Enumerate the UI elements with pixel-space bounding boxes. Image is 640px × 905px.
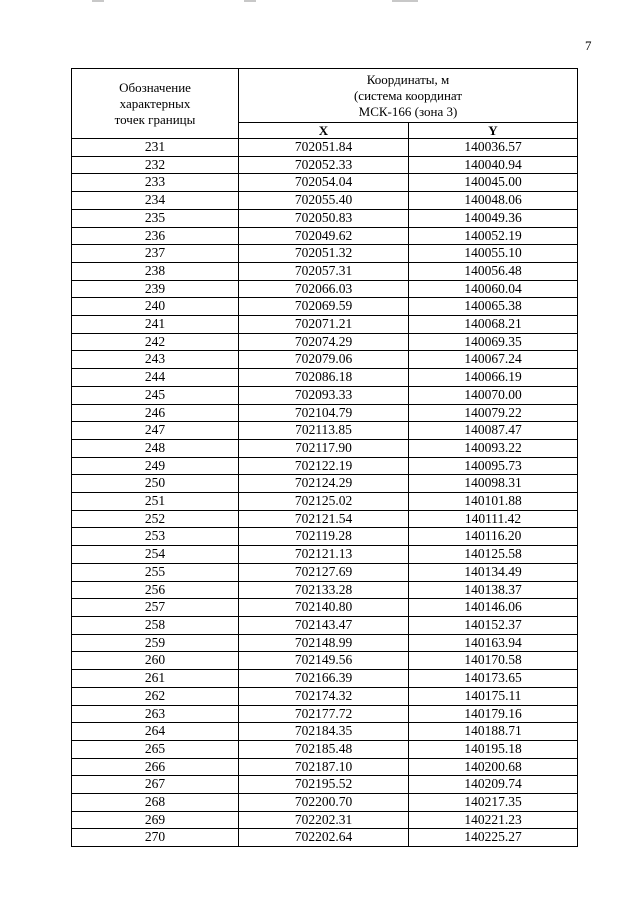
point-number-cell: 248: [72, 439, 239, 457]
x-coordinate-cell: 702050.83: [239, 209, 409, 227]
x-coordinate-cell: 702052.33: [239, 156, 409, 174]
y-column-header: Y: [409, 123, 578, 139]
x-coordinate-cell: 702057.31: [239, 262, 409, 280]
x-column-header: X: [239, 123, 409, 139]
x-coordinate-cell: 702122.19: [239, 457, 409, 475]
point-number-cell: 255: [72, 563, 239, 581]
x-coordinate-cell: 702093.33: [239, 386, 409, 404]
table-row: [72, 528, 578, 546]
point-number-cell: 257: [72, 599, 239, 617]
x-coordinate-cell: 702051.32: [239, 245, 409, 263]
x-coordinate-cell: 702117.90: [239, 439, 409, 457]
x-coordinate-cell: 702174.32: [239, 687, 409, 705]
table-row: [72, 475, 578, 493]
y-coordinate-cell: 140093.22: [409, 439, 578, 457]
y-coordinate-cell: 140069.35: [409, 333, 578, 351]
table-row: [72, 333, 578, 351]
x-coordinate-cell: 702184.35: [239, 723, 409, 741]
x-coordinate-cell: 702187.10: [239, 758, 409, 776]
y-coordinate-cell: 140045.00: [409, 174, 578, 192]
y-coordinate-cell: 140221.23: [409, 811, 578, 829]
x-coordinate-cell: 702124.29: [239, 475, 409, 493]
y-coordinate-cell: 140067.24: [409, 351, 578, 369]
x-coordinate-cell: 702121.54: [239, 510, 409, 528]
y-coordinate-cell: 140065.38: [409, 298, 578, 316]
page-number: 7: [585, 38, 592, 53]
x-coordinate-cell: 702066.03: [239, 280, 409, 298]
table-row: [72, 457, 578, 475]
table-row: [72, 546, 578, 564]
x-coordinate-cell: 702149.56: [239, 652, 409, 670]
point-number-cell: 254: [72, 546, 239, 564]
point-number-cell: 256: [72, 581, 239, 599]
table-row: [72, 581, 578, 599]
point-number-cell: 266: [72, 758, 239, 776]
table-body: [72, 139, 578, 847]
scan-artifact-marks: [0, 0, 640, 6]
table-row: [72, 192, 578, 210]
x-coordinate-cell: 702127.69: [239, 563, 409, 581]
point-number-cell: 260: [72, 652, 239, 670]
table-row: [72, 404, 578, 422]
point-number-cell: 258: [72, 616, 239, 634]
point-number-cell: 231: [72, 139, 239, 157]
point-number-cell: 259: [72, 634, 239, 652]
x-coordinate-cell: 702079.06: [239, 351, 409, 369]
table-row: [72, 227, 578, 245]
table-row: [72, 174, 578, 192]
table-row: [72, 262, 578, 280]
y-coordinate-cell: 140060.04: [409, 280, 578, 298]
y-coordinate-cell: 140036.57: [409, 139, 578, 157]
point-number-cell: 268: [72, 794, 239, 812]
y-coordinate-cell: 140175.11: [409, 687, 578, 705]
table-header: [72, 69, 578, 139]
y-coordinate-cell: 140195.18: [409, 740, 578, 758]
y-coordinate-cell: 140101.88: [409, 493, 578, 511]
table-row: [72, 351, 578, 369]
y-coordinate-cell: 140134.49: [409, 563, 578, 581]
y-coordinate-cell: 140048.06: [409, 192, 578, 210]
table-row: [72, 422, 578, 440]
table-row: [72, 723, 578, 741]
x-coordinate-cell: 702121.13: [239, 546, 409, 564]
y-coordinate-cell: 140188.71: [409, 723, 578, 741]
table-row: [72, 776, 578, 794]
x-coordinate-cell: 702119.28: [239, 528, 409, 546]
table-row: [72, 298, 578, 316]
x-coordinate-cell: 702133.28: [239, 581, 409, 599]
x-coordinate-cell: 702166.39: [239, 670, 409, 688]
y-coordinate-cell: 140040.94: [409, 156, 578, 174]
x-coordinate-cell: 702074.29: [239, 333, 409, 351]
y-coordinate-cell: 140200.68: [409, 758, 578, 776]
coordinates-table: [71, 68, 578, 847]
point-number-cell: 232: [72, 156, 239, 174]
point-number-cell: 269: [72, 811, 239, 829]
table-row: [72, 634, 578, 652]
table-row: [72, 563, 578, 581]
point-number-cell: 240: [72, 298, 239, 316]
table-row: [72, 209, 578, 227]
x-coordinate-cell: 702104.79: [239, 404, 409, 422]
table-row: [72, 740, 578, 758]
table-row: [72, 652, 578, 670]
table-row: [72, 687, 578, 705]
point-number-cell: 242: [72, 333, 239, 351]
table-row: [72, 616, 578, 634]
point-number-cell: 243: [72, 351, 239, 369]
y-coordinate-cell: 140152.37: [409, 616, 578, 634]
table-row: [72, 139, 578, 157]
point-number-cell: 241: [72, 316, 239, 334]
y-coordinate-cell: 140056.48: [409, 262, 578, 280]
table-row: [72, 705, 578, 723]
y-coordinate-cell: 140068.21: [409, 316, 578, 334]
x-coordinate-cell: 702185.48: [239, 740, 409, 758]
y-coordinate-cell: 140138.37: [409, 581, 578, 599]
point-number-cell: 239: [72, 280, 239, 298]
table-row: [72, 316, 578, 334]
y-coordinate-cell: 140066.19: [409, 369, 578, 387]
table-row: [72, 369, 578, 387]
x-coordinate-cell: 702071.21: [239, 316, 409, 334]
x-coordinate-cell: 702054.04: [239, 174, 409, 192]
table-row: [72, 599, 578, 617]
table-row: [72, 493, 578, 511]
point-number-cell: 235: [72, 209, 239, 227]
x-coordinate-cell: 702202.31: [239, 811, 409, 829]
x-coordinate-cell: 702143.47: [239, 616, 409, 634]
table-row: [72, 758, 578, 776]
point-number-cell: 244: [72, 369, 239, 387]
table-row: [72, 510, 578, 528]
y-coordinate-cell: 140170.58: [409, 652, 578, 670]
point-number-cell: 245: [72, 386, 239, 404]
point-number-cell: 264: [72, 723, 239, 741]
table-row: [72, 156, 578, 174]
point-number-cell: 238: [72, 262, 239, 280]
y-coordinate-cell: 140098.31: [409, 475, 578, 493]
table-row: [72, 670, 578, 688]
point-number-cell: 265: [72, 740, 239, 758]
point-number-cell: 262: [72, 687, 239, 705]
y-coordinate-cell: 140052.19: [409, 227, 578, 245]
table-row: [72, 829, 578, 847]
y-coordinate-cell: 140146.06: [409, 599, 578, 617]
y-coordinate-cell: 140095.73: [409, 457, 578, 475]
point-number-cell: 251: [72, 493, 239, 511]
y-coordinate-cell: 140125.58: [409, 546, 578, 564]
x-coordinate-cell: 702200.70: [239, 794, 409, 812]
x-coordinate-cell: 702069.59: [239, 298, 409, 316]
y-coordinate-cell: 140055.10: [409, 245, 578, 263]
point-number-cell: 250: [72, 475, 239, 493]
y-coordinate-cell: 140225.27: [409, 829, 578, 847]
point-number-cell: 234: [72, 192, 239, 210]
x-coordinate-cell: 702195.52: [239, 776, 409, 794]
point-number-cell: 249: [72, 457, 239, 475]
x-coordinate-cell: 702125.02: [239, 493, 409, 511]
y-coordinate-cell: 140111.42: [409, 510, 578, 528]
point-number-cell: 253: [72, 528, 239, 546]
x-coordinate-cell: 702051.84: [239, 139, 409, 157]
y-coordinate-cell: 140179.16: [409, 705, 578, 723]
y-coordinate-cell: 140070.00: [409, 386, 578, 404]
coordinates-column-header: Координаты, м (система координат МСК-166 (зона 3): [239, 69, 578, 123]
y-coordinate-cell: 140079.22: [409, 404, 578, 422]
x-coordinate-cell: 702177.72: [239, 705, 409, 723]
x-coordinate-cell: 702113.85: [239, 422, 409, 440]
x-coordinate-cell: 702049.62: [239, 227, 409, 245]
x-coordinate-cell: 702202.64: [239, 829, 409, 847]
point-number-cell: 263: [72, 705, 239, 723]
table-row: [72, 794, 578, 812]
x-coordinate-cell: 702055.40: [239, 192, 409, 210]
point-number-cell: 246: [72, 404, 239, 422]
table-row: [72, 245, 578, 263]
x-coordinate-cell: 702086.18: [239, 369, 409, 387]
y-coordinate-cell: 140163.94: [409, 634, 578, 652]
point-number-cell: 237: [72, 245, 239, 263]
points-column-header: Обозначение характерных точек границы: [72, 69, 239, 139]
y-coordinate-cell: 140116.20: [409, 528, 578, 546]
table-row: [72, 280, 578, 298]
point-number-cell: 267: [72, 776, 239, 794]
point-number-cell: 261: [72, 670, 239, 688]
x-coordinate-cell: 702148.99: [239, 634, 409, 652]
point-number-cell: 270: [72, 829, 239, 847]
y-coordinate-cell: 140049.36: [409, 209, 578, 227]
y-coordinate-cell: 140217.35: [409, 794, 578, 812]
y-coordinate-cell: 140173.65: [409, 670, 578, 688]
table-row: [72, 811, 578, 829]
point-number-cell: 236: [72, 227, 239, 245]
point-number-cell: 252: [72, 510, 239, 528]
table-row: [72, 386, 578, 404]
point-number-cell: 233: [72, 174, 239, 192]
point-number-cell: 247: [72, 422, 239, 440]
y-coordinate-cell: 140209.74: [409, 776, 578, 794]
table-row: [72, 439, 578, 457]
x-coordinate-cell: 702140.80: [239, 599, 409, 617]
y-coordinate-cell: 140087.47: [409, 422, 578, 440]
